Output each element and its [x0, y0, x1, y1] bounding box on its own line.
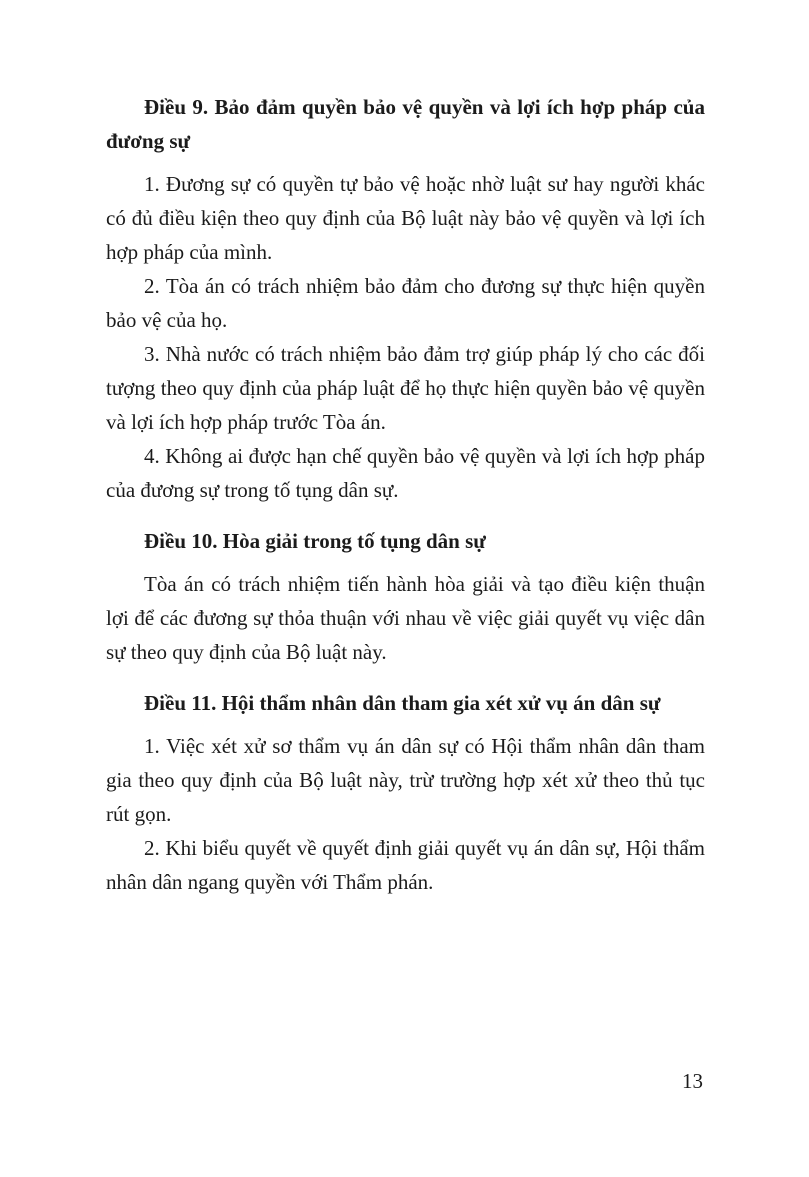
- article-heading-dieu-10: Điều 10. Hòa giải trong tố tụng dân sự: [144, 529, 486, 553]
- paragraph: 1. Đương sự có quyền tự bảo vệ hoặc nhờ luật sư hay người khác có đủ điều kiện theo quy định của Bộ luật này bảo vệ quyền và lợi ích hợp pháp của mình.: [106, 172, 705, 264]
- paragraph: 1. Việc xét xử sơ thẩm vụ án dân sự có Hội thẩm nhân dân tham gia theo quy định của Bộ luật này, trừ trường hợp xét xử theo thủ tục rút gọn.: [106, 734, 705, 826]
- paragraph: 2. Tòa án có trách nhiệm bảo đảm cho đương sự thực hiện quyền bảo vệ của họ.: [106, 274, 705, 332]
- article-heading-dieu-9: Điều 9. Bảo đảm quyền bảo vệ quyền và lợi ích hợp pháp của đương sự: [106, 95, 705, 153]
- page-number: 13: [682, 1069, 703, 1093]
- paragraph: 2. Khi biểu quyết về quyết định giải quyết vụ án dân sự, Hội thẩm nhân dân ngang quyền với Thẩm phán.: [106, 836, 705, 894]
- article-heading-dieu-11: Điều 11. Hội thẩm nhân dân tham gia xét xử vụ án dân sự: [144, 691, 661, 715]
- page-content: [106, 90, 705, 899]
- paragraph: 3. Nhà nước có trách nhiệm bảo đảm trợ giúp pháp lý cho các đối tượng theo quy định của pháp luật để họ thực hiện quyền bảo vệ quyền và lợi ích hợp pháp trước Tòa án.: [106, 342, 705, 434]
- paragraph: Tòa án có trách nhiệm tiến hành hòa giải và tạo điều kiện thuận lợi để các đương sự thỏa thuận với nhau về việc giải quyết vụ việc dân sự theo quy định của Bộ luật này.: [106, 572, 705, 664]
- paragraph: 4. Không ai được hạn chế quyền bảo vệ quyền và lợi ích hợp pháp của đương sự trong tố tụng dân sự.: [106, 444, 705, 502]
